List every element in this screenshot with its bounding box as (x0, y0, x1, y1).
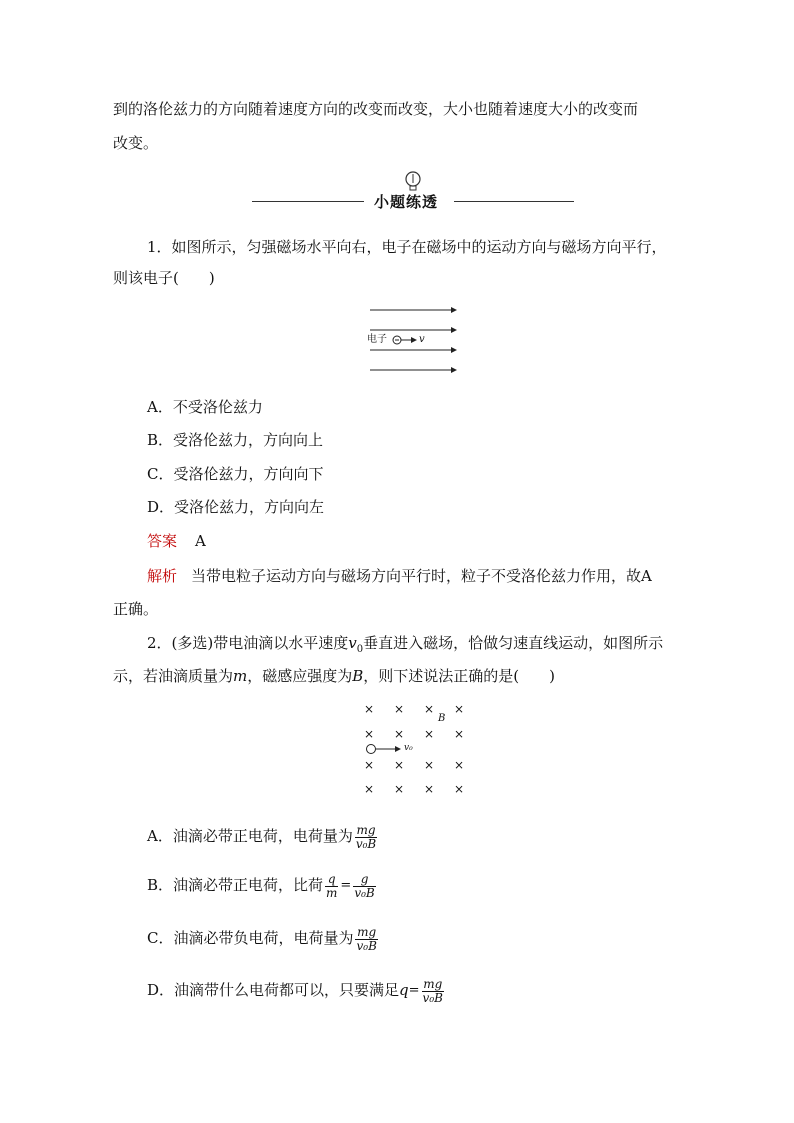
q1-option-d: D．受洛伦兹力，方向向左 (147, 498, 325, 516)
option-d-fraction (422, 978, 444, 1005)
option-c-fraction (355, 926, 377, 953)
field-cross: × (424, 782, 435, 796)
equals-sign: = (340, 878, 352, 893)
field-label: B (438, 713, 446, 724)
field-cross: × (454, 702, 465, 716)
field-cross: × (394, 782, 405, 796)
fraction-numerator: mg (356, 822, 376, 837)
option-b-fraction (353, 873, 375, 900)
q2-stem-sub: 0 (356, 644, 364, 655)
q1-figure (364, 302, 464, 377)
option-a-text: A．油滴必带正电荷，电荷量为 (147, 827, 353, 845)
q1-stem-line-2: 则该电子( ) (113, 269, 215, 287)
option-d-text: D．油滴带什么电荷都可以，只要满足 (147, 981, 400, 999)
q2-option-b (147, 867, 378, 904)
q2-stem-text-e: ，则下述说法正确的是( ) (363, 667, 556, 685)
field-cross: × (454, 758, 465, 772)
q2-option-c (147, 920, 380, 956)
section-header (252, 186, 574, 218)
q2-option-a (147, 818, 379, 854)
q2-stem-text-d: ，磁感应强度为 (247, 667, 353, 685)
option-b-text: B．油滴必带正电荷，比荷 (147, 876, 324, 894)
q2-stem-line-2 (113, 665, 555, 687)
velocity-label: v (419, 334, 425, 345)
intro-line-2: 改变。 (113, 134, 159, 152)
intro-line-1: 到的洛伦兹力的方向随着速度方向的改变而改变，大小也随着速度大小的改变而 (113, 100, 639, 118)
fraction-denominator: v₀B (422, 990, 443, 1005)
q2-stem-B: B (352, 667, 364, 685)
q1-analysis-line-2: 正确。 (113, 600, 159, 618)
q2-figure (360, 702, 470, 798)
section-rule-left (252, 201, 364, 202)
option-b-ratio (325, 873, 338, 900)
q2-stem-v: v (348, 634, 357, 652)
option-d-q: q (399, 981, 409, 999)
field-cross: × (394, 758, 405, 772)
q1-answer (147, 530, 206, 552)
electron-label: 电子 (367, 334, 387, 345)
fraction-denominator: v₀B (356, 938, 377, 953)
velocity-label: v₀ (404, 743, 413, 753)
answer-value: A (195, 532, 206, 550)
analysis-label: 解析 (147, 567, 178, 585)
field-cross: × (364, 702, 375, 716)
fraction-numerator: g (353, 873, 375, 887)
q1-option-b: B．受洛伦兹力，方向向上 (147, 431, 324, 449)
fraction-numerator: q (325, 873, 338, 887)
section-title: 小题练透 (374, 193, 439, 211)
section-rule-right (454, 201, 574, 202)
field-cross: × (364, 758, 375, 772)
answer-label: 答案 (147, 532, 178, 550)
q1-analysis-line-1 (147, 565, 652, 587)
fraction-denominator: v₀B (354, 885, 375, 900)
field-cross: × (424, 758, 435, 772)
analysis-text: 当带电粒子运动方向与磁场方向平行时，粒子不受洛伦兹力作用，故A (191, 567, 652, 585)
fraction-denominator: m (326, 885, 338, 900)
q2-option-d (147, 972, 446, 1009)
field-cross: × (454, 727, 465, 741)
equals-sign: = (408, 983, 420, 998)
field-cross: × (364, 727, 375, 741)
fraction-denominator: v₀B (355, 836, 377, 851)
field-cross: × (424, 727, 435, 741)
q1-stem-line-1: 1．如图所示，匀强磁场水平向右，电子在磁场中的运动方向与磁场方向平行， (147, 238, 667, 256)
fraction-numerator: mg (357, 924, 377, 939)
q2-stem-line-1 (147, 632, 663, 661)
field-cross: × (394, 702, 405, 716)
q2-stem-m: m (233, 667, 248, 685)
q2-stem-text-b: 垂直进入磁场，恰做匀速直线运动，如图所示 (363, 634, 664, 652)
q2-stem-text-c: 示，若油滴质量为 (113, 667, 234, 685)
field-cross: × (424, 702, 435, 716)
option-c-text: C．油滴必带负电荷，电荷量为 (147, 929, 354, 947)
q1-option-c: C．受洛伦兹力，方向向下 (147, 465, 324, 483)
option-a-fraction (355, 824, 377, 851)
q2-stem-text-a: 2．(多选)带电油滴以水平速度 (147, 634, 349, 652)
field-cross: × (394, 727, 405, 741)
field-cross: × (364, 782, 375, 796)
field-cross: × (454, 782, 465, 796)
q1-option-a: A．不受洛伦兹力 (147, 398, 263, 416)
fraction-numerator: mg (423, 976, 443, 991)
